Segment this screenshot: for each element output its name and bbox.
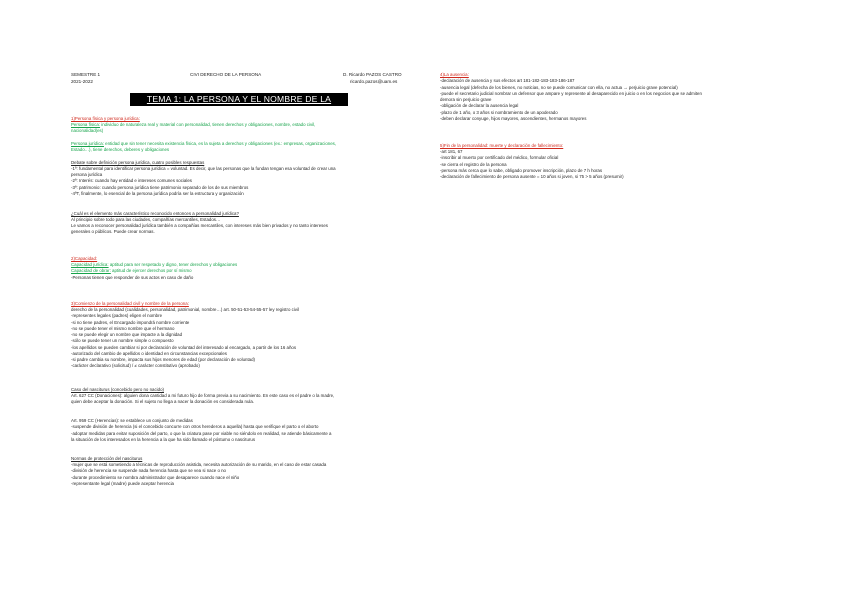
text-line: -obligación de declarar la ausencia legal bbox=[440, 103, 519, 108]
text-line: Capacidad de obrar: aptitud de ejercer derechos por sí mismo bbox=[71, 268, 192, 273]
text-line: -representante legal (madre) puede aceptar herencia bbox=[71, 481, 174, 486]
text-line: quien debe aceptar la donación. Si el sujeto no llega a nacer la donación es considerada nula. bbox=[71, 399, 255, 404]
subsection-heading: Debate sobre definición persona jurídica, cuatro posibles respuestas bbox=[71, 160, 205, 165]
text-line: -plazo de 1 año, o 3 años si nombramiento de un apoderado bbox=[440, 110, 558, 115]
text-line: -mujer que se está sometiendo a técnicas de reproducción asistida, necesita autorización de su marido, en el caso de estar casada bbox=[71, 462, 327, 467]
author-email: ricardo.pazos@uam.es bbox=[350, 79, 398, 84]
text-line: persona jurídica bbox=[71, 172, 103, 177]
text-line: -división de herencia se suspende nada herencia hasta que se vea si nace o no bbox=[71, 468, 226, 473]
text-line: -puede el secretario judicial nombrar un defensor que ampare y represente al desaparecido en juicio o en los negocios que se admiten bbox=[440, 91, 702, 96]
text-line: -declaración de ausencia y sus efectos art 181-182-183-183-186-187 bbox=[440, 78, 575, 83]
text-line: -inscribir al muerto por certificado del médico, formular oficial bbox=[440, 155, 559, 160]
text-line: -carácter declarativo (solicitud) / ≠ carácter constitutivo (aprobado) bbox=[71, 363, 200, 368]
text-line: Al principio sobre todo para las ciudades, compañías mercantiles, Estados… bbox=[71, 217, 221, 222]
text-line: Capacidad jurídica: aptitud para ser respetado y digno, tener derechos y obligaciones bbox=[71, 262, 238, 267]
paragraph-line: Estado…), tiene derechos, deberes y obligaciones bbox=[71, 147, 170, 152]
text-line: Art. 627 CC (Donaciones): alguien dona cantidad a mi futuro hijo de forma previa a su nacimiento. En este caso es el padre o la madre, bbox=[71, 393, 335, 398]
paragraph: Persona física: individuo de naturaleza real y material con personalidad, tienen derechos y obligaciones, nombre, estado civil, bbox=[71, 122, 316, 127]
page-title: TEMA 1: LA PERSONA Y EL NOMBRE DE LA PERSONA bbox=[130, 93, 348, 106]
text-line: -si padre cambia su nombre, impacta sus hijos menores de edad (por declaración de voluntad) bbox=[71, 357, 256, 362]
text-line: -durante procedimiento se nombra administrador que desaparece cuando nace el niño bbox=[71, 475, 240, 480]
text-line: -los apellidos se pueden cambiar si por declaración de voluntad del interesado al encargado, a partir de los 16 años bbox=[71, 345, 297, 350]
text-line: -no se puede tener el mismo nombre que el hermano bbox=[71, 326, 175, 331]
semester-label: SEMESTRE 1 bbox=[71, 72, 101, 77]
paragraph: Persona jurídica: entidad que sin tener necesita existencia física, es la sujeta a derechos y obligaciones (ex.: empresas, organizaciones, bbox=[71, 141, 337, 146]
text-line: demora sin perjuicio grave bbox=[440, 97, 492, 102]
text-line: Le vamos a reconocer personalidad jurídica también a compañías mercantiles, con intereses más bien privados y no tanto intereses bbox=[71, 223, 328, 228]
subsection-heading: Caso del nasciturus (concebido pero no nacido) bbox=[71, 387, 164, 392]
subsection-heading: Normas de protección del nasciturus bbox=[71, 456, 143, 461]
text-line: derecho de la personalidad (cualidades, personalidad, patrimonial, nombre…) art. 50-51-53-54-55-57 ley registro civil bbox=[71, 307, 299, 312]
text-line: -art 181, 67 bbox=[440, 149, 463, 154]
text-line: -no se puede elegir un nombre que impacte a la dignidad bbox=[71, 332, 183, 337]
section-heading: 2)Capacidad: bbox=[71, 256, 98, 261]
paragraph-line: nacionalidad(es) bbox=[71, 128, 104, 133]
text-line: -adoptar medidas para evitar suposición del parto, o que la criatura pase por viable no siéndolo en realidad, se atiende básicamente a bbox=[71, 431, 332, 436]
text-line: -3ª: patrimonio: cuando persona jurídica tiene patrimonio separado de los de sus miembros bbox=[71, 185, 249, 190]
section-heading: 1)Persona física y persona jurídica: bbox=[71, 116, 140, 121]
course-name: CIVI DERECHO DE LA PERSONA bbox=[190, 72, 262, 77]
text-line: -1ª: fundamental para identificar persona jurídica = voluntad. Es decir, que las personas que la fundan tengan esa voluntad de crear una bbox=[71, 166, 336, 171]
text-line: -suspende división de herencia (si el concebido concurre con otros herederos a aquella) hasta que verifique el parto o el aborto bbox=[71, 424, 319, 429]
text-line: -2ª: Interés: cuando hay entidad e intereses comunes sociales bbox=[71, 178, 192, 183]
text-line: Art. 959 CC (Herencias): se establece un conjunto de medidas bbox=[71, 418, 193, 423]
text-line: -ausencia legal (defecha de los bienes, no noticias, no se puede comunicar con ella, no actua → perjuicio grave potencial) bbox=[440, 85, 678, 90]
section-heading: 4)La ausencia: bbox=[440, 72, 469, 77]
text-line: -declaración de fallecimiento de persona ausente = 10 años si joven, si 75 > 5 años (presumir) bbox=[440, 174, 624, 179]
academic-year: 2021-2022 bbox=[71, 79, 93, 84]
text-line: -autorizado del cambio de apellidos o identidad en circunstancias excepcionales bbox=[71, 351, 227, 356]
text-line: -representes legales (padres) eligen el nombre bbox=[71, 313, 163, 318]
text-line: generales o públicos. Puede crear normas. bbox=[71, 229, 155, 234]
text-line: -persona más cerca que lo sabe, obligado promover inscripción, plazo de 7 h horas bbox=[440, 168, 603, 173]
section-heading: 3)Comienzo de la personalidad civil y nombre de la persona: bbox=[71, 301, 189, 306]
text-line: la situación de los interesados en la herencia a la que ha sido llamado el póstumo o nasciturus bbox=[71, 437, 256, 442]
author-name: D. Ricardo PAZOS CASTRO bbox=[343, 72, 402, 77]
text-line: -deben declarar conyuge, hijos mayores, ascendientes, hermanos mayores bbox=[440, 116, 587, 121]
section-heading: 5)Fin de la personalidad: muerte y declaración de fallecimiento: bbox=[440, 143, 564, 148]
text-line: -si no tiene padres, el Encargado impondrá nombre corriente bbox=[71, 320, 190, 325]
subsection-heading: ¿Cuál es el elemento más característico reconocido entonces a personalidad jurídica? bbox=[71, 211, 239, 216]
text-line: -se cierra el registro de la persona bbox=[440, 162, 507, 167]
text-line: -4ªT, finalmente, lo esencial de la persona jurídica podría ser la estructura y organización bbox=[71, 191, 244, 196]
text-line: -sólo se puede tener un nombre simple o compuesto bbox=[71, 338, 174, 343]
text-line: -Personas tienen que responder de sus actos en caso de daño bbox=[71, 275, 194, 280]
